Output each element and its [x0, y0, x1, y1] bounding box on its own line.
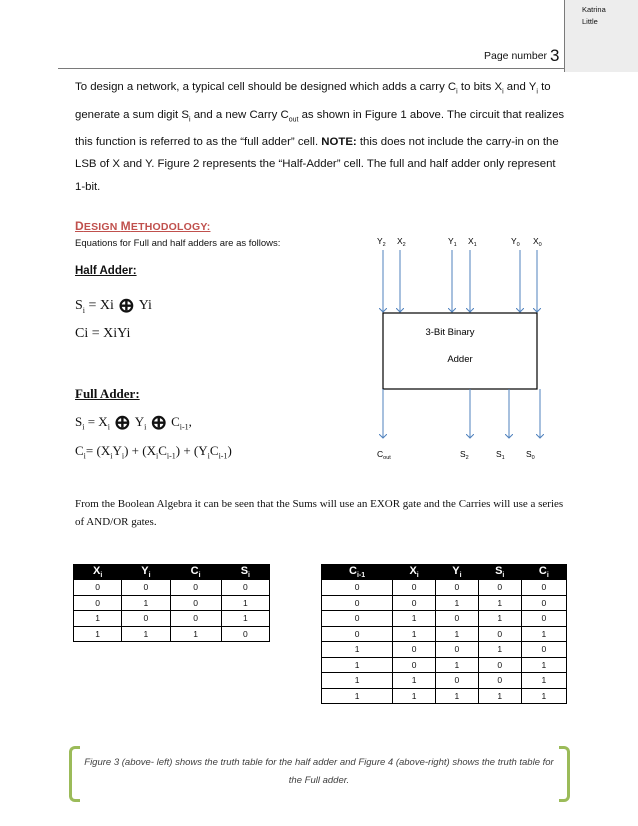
- note-label: NOTE:: [321, 136, 357, 149]
- table-cell: 0: [393, 595, 436, 611]
- input-label-letter: Y: [511, 236, 517, 246]
- header-letter: C: [538, 565, 547, 577]
- table-cell: 0: [436, 611, 479, 627]
- output-label: [460, 449, 469, 461]
- header-subscript: i: [459, 572, 462, 580]
- header-letter: Y: [141, 565, 149, 577]
- table-cell: 1: [393, 673, 436, 689]
- header-letter: S: [240, 565, 249, 577]
- adder-box: [383, 313, 537, 389]
- table-row: [322, 673, 567, 689]
- eq-text: ,: [188, 414, 192, 429]
- heading-part: ESIGN: [83, 221, 121, 233]
- half-adder-carry-equation: Ci = XiYi: [75, 326, 131, 341]
- table-cell: 0: [521, 642, 566, 658]
- eq-sub: i: [207, 451, 210, 461]
- eq-sub: i: [144, 422, 147, 432]
- eq-text: Y: [112, 443, 122, 458]
- heading-part: ETHODOLOGY:: [130, 221, 211, 233]
- eq-text: C: [209, 443, 219, 458]
- full-header-cell: [521, 565, 566, 580]
- table-cell: 0: [122, 611, 170, 627]
- table-cell: 1: [74, 626, 122, 642]
- table-cell: 0: [436, 642, 479, 658]
- output-label-letter: S: [460, 449, 466, 459]
- input-label: [377, 236, 386, 248]
- intro-sub: i: [188, 115, 191, 123]
- header-subscript: i: [502, 572, 505, 580]
- heading-cap: D: [75, 219, 84, 233]
- input-label: [533, 236, 542, 248]
- table-cell: 0: [393, 642, 436, 658]
- eq-sub: i: [110, 451, 113, 461]
- output-label: [496, 449, 505, 461]
- equations-intro: Equations for Full and half adders are as follows:: [75, 238, 281, 249]
- intro-paragraph: [75, 76, 565, 198]
- table-cell: 1: [322, 688, 393, 704]
- figure-caption: Figure 3 (above- left) shows the truth table for the half adder and Figure 4 (above-right) shows the truth table for the Full adder.: [84, 757, 554, 786]
- caption-right-bracket: [559, 746, 570, 802]
- table-cell: 0: [478, 580, 521, 596]
- intro-text: to bits X: [457, 81, 503, 93]
- input-label-subscript: 1: [453, 242, 457, 248]
- xor-symbol: ⊕: [150, 412, 168, 434]
- half-header-cell: [74, 565, 122, 580]
- input-label-subscript: 2: [382, 242, 386, 248]
- header-letter: S: [495, 565, 503, 577]
- table-cell: 0: [322, 580, 393, 596]
- table-cell: 0: [521, 595, 566, 611]
- full-header-cell: [393, 565, 436, 580]
- author-last: Little: [582, 17, 598, 26]
- table-cell: 0: [478, 657, 521, 673]
- intro-sub: i: [502, 88, 504, 96]
- eq-sub: i-1: [179, 422, 189, 432]
- table-cell: 1: [122, 626, 170, 642]
- table-cell: 1: [521, 626, 566, 642]
- eq-text: = (X: [85, 443, 111, 458]
- eq-sub: i: [155, 451, 159, 461]
- table-cell: 0: [74, 595, 122, 611]
- table-cell: 0: [436, 673, 479, 689]
- table-cell: 1: [436, 688, 479, 704]
- input-label: [511, 236, 520, 248]
- header-letter: X: [409, 565, 417, 577]
- input-label-letter: Y: [377, 236, 383, 246]
- full-header-cell: [478, 565, 521, 580]
- boolean-algebra-text: From the Boolean Algebra it can be seen that the Sums will use an EXOR gate and the Carries will use a series of AND/OR gates.: [75, 498, 564, 528]
- header-subscript: i: [248, 572, 250, 580]
- table-cell: 0: [322, 611, 393, 627]
- table-cell: 1: [478, 595, 521, 611]
- input-label: [448, 236, 457, 248]
- table-cell: 0: [393, 657, 436, 673]
- caption-left-bracket: [69, 746, 80, 802]
- table-cell: 1: [322, 642, 393, 658]
- input-label-subscript: 0: [538, 242, 542, 248]
- output-label-letter: S: [496, 449, 502, 459]
- table-cell: 1: [436, 595, 479, 611]
- table-cell: 0: [170, 580, 221, 596]
- intro-sub: i: [456, 88, 458, 96]
- output-label-subscript: 2: [465, 455, 469, 461]
- table-cell: 0: [221, 580, 269, 596]
- half-header-cell: [221, 565, 269, 580]
- intro-sub: out: [288, 115, 299, 123]
- eq-text: C: [75, 443, 84, 458]
- table-row: [74, 611, 270, 627]
- table-cell: 0: [521, 611, 566, 627]
- half-adder-truth-table: [73, 564, 270, 642]
- header-letter: X: [92, 565, 101, 577]
- adder-box-label-2: Adder: [447, 354, 473, 365]
- intro-text: and Y: [503, 81, 537, 93]
- xor-symbol: ⊕: [113, 412, 131, 434]
- table-cell: 1: [322, 673, 393, 689]
- input-label-letter: Y: [448, 236, 454, 246]
- table-cell: 0: [478, 673, 521, 689]
- table-cell: 1: [322, 657, 393, 673]
- eq-text: Y: [134, 414, 145, 429]
- header-letter: Y: [452, 565, 460, 577]
- eq-sub: i-1: [218, 451, 228, 461]
- table-cell: 1: [122, 595, 170, 611]
- output-label: [377, 449, 391, 461]
- page-number: [484, 46, 560, 66]
- intro-text: as shown in Figure 1 above. The circuit that realizes this function is referred to as the “full adder” cell.: [75, 108, 565, 149]
- half-adder-sum-equation: [75, 293, 152, 318]
- header-rule: [58, 68, 564, 69]
- output-label-subscript: 1: [501, 455, 505, 461]
- eq-text: C: [171, 414, 180, 429]
- table-cell: 1: [393, 611, 436, 627]
- table-cell: 1: [393, 626, 436, 642]
- table-row: [322, 611, 567, 627]
- table-cell: 0: [521, 580, 566, 596]
- table-row: [74, 580, 270, 596]
- table-cell: 1: [478, 688, 521, 704]
- table-cell: 0: [322, 626, 393, 642]
- eq-sub: i: [121, 451, 125, 461]
- table-cell: 1: [478, 642, 521, 658]
- table-cell: 0: [478, 626, 521, 642]
- full-adder-sum-equation: [75, 410, 192, 435]
- half-header-cell: [122, 565, 170, 580]
- header-subscript: i: [546, 572, 549, 580]
- input-label-subscript: 2: [402, 242, 406, 248]
- table-cell: 1: [478, 611, 521, 627]
- table-row: [322, 580, 567, 596]
- table-cell: 0: [436, 580, 479, 596]
- input-label-letter: X: [533, 236, 539, 246]
- intro-text: to generate a sum digit S: [75, 81, 551, 121]
- intro-text: and a new Carry C: [190, 108, 289, 121]
- table-row: [322, 642, 567, 658]
- eq-text: ) + (Y: [175, 443, 208, 458]
- table-row: [322, 595, 567, 611]
- header-divider: [564, 0, 565, 72]
- output-label: [526, 449, 535, 461]
- table-cell: 1: [436, 626, 479, 642]
- full-adder-truth-table: [321, 564, 567, 704]
- intro-text: this does not include the carry-in on the LSB of X and Y. Figure 2 represents the “Half-Adder” cell. The full and half adder only represent 1-bit.: [75, 136, 559, 193]
- table-cell: 1: [521, 657, 566, 673]
- eq-text: ) + (X: [124, 443, 156, 458]
- output-label-letter: C: [377, 449, 384, 459]
- half-header-cell: [170, 565, 221, 580]
- output-label-subscript: out: [383, 455, 391, 461]
- table-cell: 1: [221, 595, 269, 611]
- table-cell: 1: [521, 673, 566, 689]
- header-subscript: i: [198, 572, 201, 580]
- author-first: Katrina: [582, 5, 606, 14]
- table-cell: 1: [436, 657, 479, 673]
- input-label-subscript: 1: [473, 242, 477, 248]
- eq-sub: i-1: [166, 451, 176, 461]
- input-label-letter: X: [397, 236, 403, 246]
- heading-cap: M: [120, 219, 131, 233]
- header-subscript: i: [148, 572, 151, 580]
- half-adder-title: Half Adder:: [75, 265, 137, 277]
- table-cell: 0: [122, 580, 170, 596]
- eq-sub: i: [82, 305, 86, 315]
- intro-sub: i: [536, 88, 538, 96]
- table-row: [74, 626, 270, 642]
- input-label-letter: X: [468, 236, 474, 246]
- eq-text: = Xi: [85, 298, 114, 313]
- table-cell: 0: [221, 626, 269, 642]
- full-adder-carry-equation: [75, 443, 232, 461]
- eq-sub: i: [83, 451, 86, 461]
- table-cell: 0: [322, 595, 393, 611]
- table-cell: 0: [74, 580, 122, 596]
- eq-sub: i: [82, 422, 85, 432]
- table-cell: 1: [393, 688, 436, 704]
- eq-text: Yi: [138, 298, 152, 313]
- page-number-value: 3: [550, 46, 560, 65]
- adder-box-label-1: 3-Bit Binary: [425, 327, 475, 338]
- table-cell: 0: [170, 595, 221, 611]
- input-label: [397, 236, 406, 248]
- table-cell: 0: [393, 580, 436, 596]
- table-row: [74, 595, 270, 611]
- table-row: [322, 688, 567, 704]
- eq-text: S: [75, 414, 83, 429]
- header-letter: C: [349, 565, 357, 577]
- eq-text: S: [75, 298, 83, 313]
- header-subscript: i: [416, 572, 419, 580]
- input-label-subscript: 0: [516, 242, 520, 248]
- eq-text: ): [227, 443, 232, 458]
- xor-symbol: ⊕: [117, 295, 135, 317]
- output-label-subscript: 0: [531, 455, 535, 461]
- full-header-cell: [436, 565, 479, 580]
- full-header-cell: [322, 565, 393, 580]
- header-letter: C: [190, 565, 199, 577]
- adder-block-diagram: [360, 228, 570, 468]
- eq-text: C: [158, 443, 167, 458]
- design-methodology-heading: [75, 219, 210, 233]
- intro-text: To design a network, a typical cell should be designed which adds a carry C: [75, 81, 457, 93]
- author-name: [582, 4, 636, 28]
- table-cell: 0: [170, 611, 221, 627]
- header-subscript: i: [100, 572, 103, 580]
- eq-text: = X: [84, 414, 108, 429]
- table-cell: 1: [74, 611, 122, 627]
- table-cell: 1: [521, 688, 566, 704]
- table-cell: 1: [221, 611, 269, 627]
- full-adder-title: Full Adder:: [75, 386, 140, 401]
- table-row: [322, 657, 567, 673]
- input-label: [468, 236, 477, 248]
- table-row: [322, 626, 567, 642]
- table-cell: 1: [170, 626, 221, 642]
- page-label: Page number: [484, 50, 548, 62]
- output-label-letter: S: [526, 449, 532, 459]
- eq-sub: i: [107, 422, 110, 432]
- header-subscript: i-1: [356, 572, 366, 580]
